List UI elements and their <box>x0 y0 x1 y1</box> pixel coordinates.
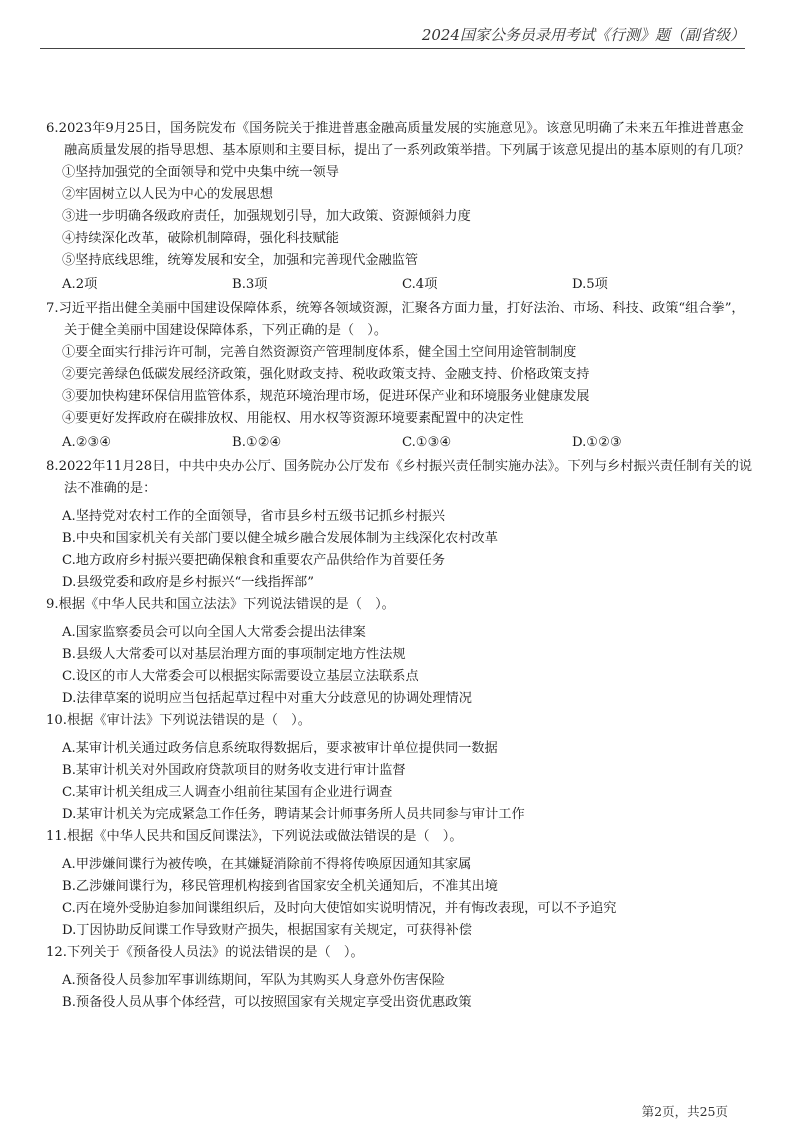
answer-option: D.某审计机关为完成紧急工作任务，聘请某会计师事务所人员共同参与审计工作 <box>62 807 525 822</box>
statement-item: ④要更好发挥政府在碳排放权、用能权、用水权等资源环境要素配置中的决定性 <box>62 411 524 426</box>
question-11 <box>46 826 754 942</box>
answer-option: D.①②③ <box>572 435 622 450</box>
statement-item: ②牢固树立以人民为中心的发展思想 <box>62 187 273 202</box>
question-list <box>46 118 754 1014</box>
question-stem: 10.根据《审计法》下列说法错误的是（ ）。 <box>46 713 311 728</box>
answer-option: A.坚持党对农村工作的全面领导，省市县乡村五级书记抓乡村振兴 <box>62 509 445 524</box>
answer-option: A.甲涉嫌间谍行为被传唤，在其嫌疑消除前不得将传唤原因通知其家属 <box>62 857 472 872</box>
question-9 <box>46 594 754 710</box>
answer-option: B.县级人大常委可以对基层治理方面的事项制定地方性法规 <box>62 647 406 662</box>
question-stem: 11.根据《中华人民共和国反间谍法》，下列说法或做法错误的是（ ）。 <box>46 829 463 844</box>
answer-options <box>46 432 754 454</box>
answer-option: D.丁因协助反间谍工作导致财产损失，根据国家有关规定，可获得补偿 <box>62 923 472 938</box>
answer-options <box>46 274 754 296</box>
answer-option: C.某审计机关组成三人调查小组前往某国有企业进行调查 <box>62 785 393 800</box>
statement-item: ④持续深化改革，破除机制障碍，强化科技赋能 <box>62 231 339 246</box>
question-stem: 7.习近平指出健全美丽中国建设保障体系，统筹各领域资源，汇聚各方面力量，打好法治、市场、科技、政策“组合拳”，关于健全美丽中国建设保障体系，下列正确的是（ ）。 <box>46 301 745 338</box>
answer-option: C.地方政府乡村振兴要把确保粮食和重要农产品供给作为首要任务 <box>62 553 446 568</box>
answer-option: D.5项 <box>572 277 608 292</box>
answer-option: A.2项 <box>62 277 98 292</box>
answer-option: A.②③④ <box>62 435 112 450</box>
answer-options <box>46 854 754 942</box>
answer-option: B.3项 <box>232 277 268 292</box>
question-8 <box>46 456 754 594</box>
answer-options <box>46 970 754 1014</box>
answer-option: A.预备役人员参加军事训练期间，军队为其购买人身意外伤害保险 <box>62 973 445 988</box>
question-stem: 12.下列关于《预备役人员法》的说法错误的是（ ）。 <box>46 945 364 960</box>
answer-option: A.某审计机关通过政务信息系统取得数据后，要求被审计单位提供同一数据 <box>62 741 498 756</box>
answer-option: B.某审计机关对外国政府贷款项目的财务收支进行审计监督 <box>62 763 406 778</box>
answer-option: B.①②④ <box>232 435 282 450</box>
header-title: 2024国家公务员录用考试《行测》题（副省级） <box>421 26 745 44</box>
statement-item: ③进一步明确各级政府责任，加强规划引导，加大政策、资源倾斜力度 <box>62 209 471 224</box>
answer-option: D.县级党委和政府是乡村振兴“一线指挥部” <box>62 575 314 590</box>
answer-option: C.4项 <box>402 277 438 292</box>
question-10 <box>46 710 754 826</box>
answer-option: B.中央和国家机关有关部门要以健全城乡融合发展体制为主线深化农村改革 <box>62 531 498 546</box>
question-stem: 9.根据《中华人民共和国立法法》下列说法错误的是（ ）。 <box>46 597 395 612</box>
statement-item: ③要加快构建环保信用监管体系，规范环境治理市场，促进环保产业和环境服务业健康发展 <box>62 389 590 404</box>
answer-option: A.国家监察委员会可以向全国人大常委会提出法律案 <box>62 625 366 640</box>
statement-item: ①坚持加强党的全面领导和党中央集中统一领导 <box>62 165 339 180</box>
question-stem: 8.2022年11月28日，中共中央办公厅、国务院办公厅发布《乡村振兴责任制实施办法》。下列与乡村振兴责任制有关的说法不准确的是： <box>46 459 753 496</box>
answer-options <box>46 622 754 710</box>
answer-option: C.①③④ <box>402 435 452 450</box>
page-header <box>40 22 745 49</box>
question-7 <box>46 298 754 454</box>
answer-option: C.丙在境外受胁迫参加间谍组织后，及时向大使馆如实说明情况，并有悔改表现，可以不予追究 <box>62 901 617 916</box>
question-6 <box>46 118 754 296</box>
answer-options <box>46 506 754 594</box>
answer-option: C.设区的市人大常委会可以根据实际需要设立基层立法联系点 <box>62 669 419 684</box>
question-12 <box>46 942 754 1014</box>
question-stem: 6.2023年9月25日，国务院发布《国务院关于推进普惠金融高质量发展的实施意见》。该意见明确了未来五年推进普惠金融高质量发展的指导思想、基本原则和主要目标，提出了一系列政策举措。下列属于该意见提出的基本原则的有几项？ <box>46 121 750 158</box>
answer-option: B.预备役人员从事个体经营，可以按照国家有关规定享受出资优惠政策 <box>62 995 472 1010</box>
statement-item: ⑤坚持底线思维，统筹发展和安全，加强和完善现代金融监管 <box>62 253 419 268</box>
answer-option: B.乙涉嫌间谍行为，移民管理机构接到省国家安全机关通知后，不准其出境 <box>62 879 498 894</box>
answer-option: D.法律草案的说明应当包括起草过程中对重大分歧意见的协调处理情况 <box>62 691 472 706</box>
statement-item: ②要完善绿色低碳发展经济政策，强化财政支持、税收政策支持、金融支持、价格政策支持 <box>62 367 590 382</box>
statement-item: ①要全面实行排污许可制，完善自然资源资产管理制度体系，健全国土空间用途管制制度 <box>62 345 577 360</box>
answer-options <box>46 738 754 826</box>
page-number: 第2页，共25页 <box>641 1104 728 1119</box>
